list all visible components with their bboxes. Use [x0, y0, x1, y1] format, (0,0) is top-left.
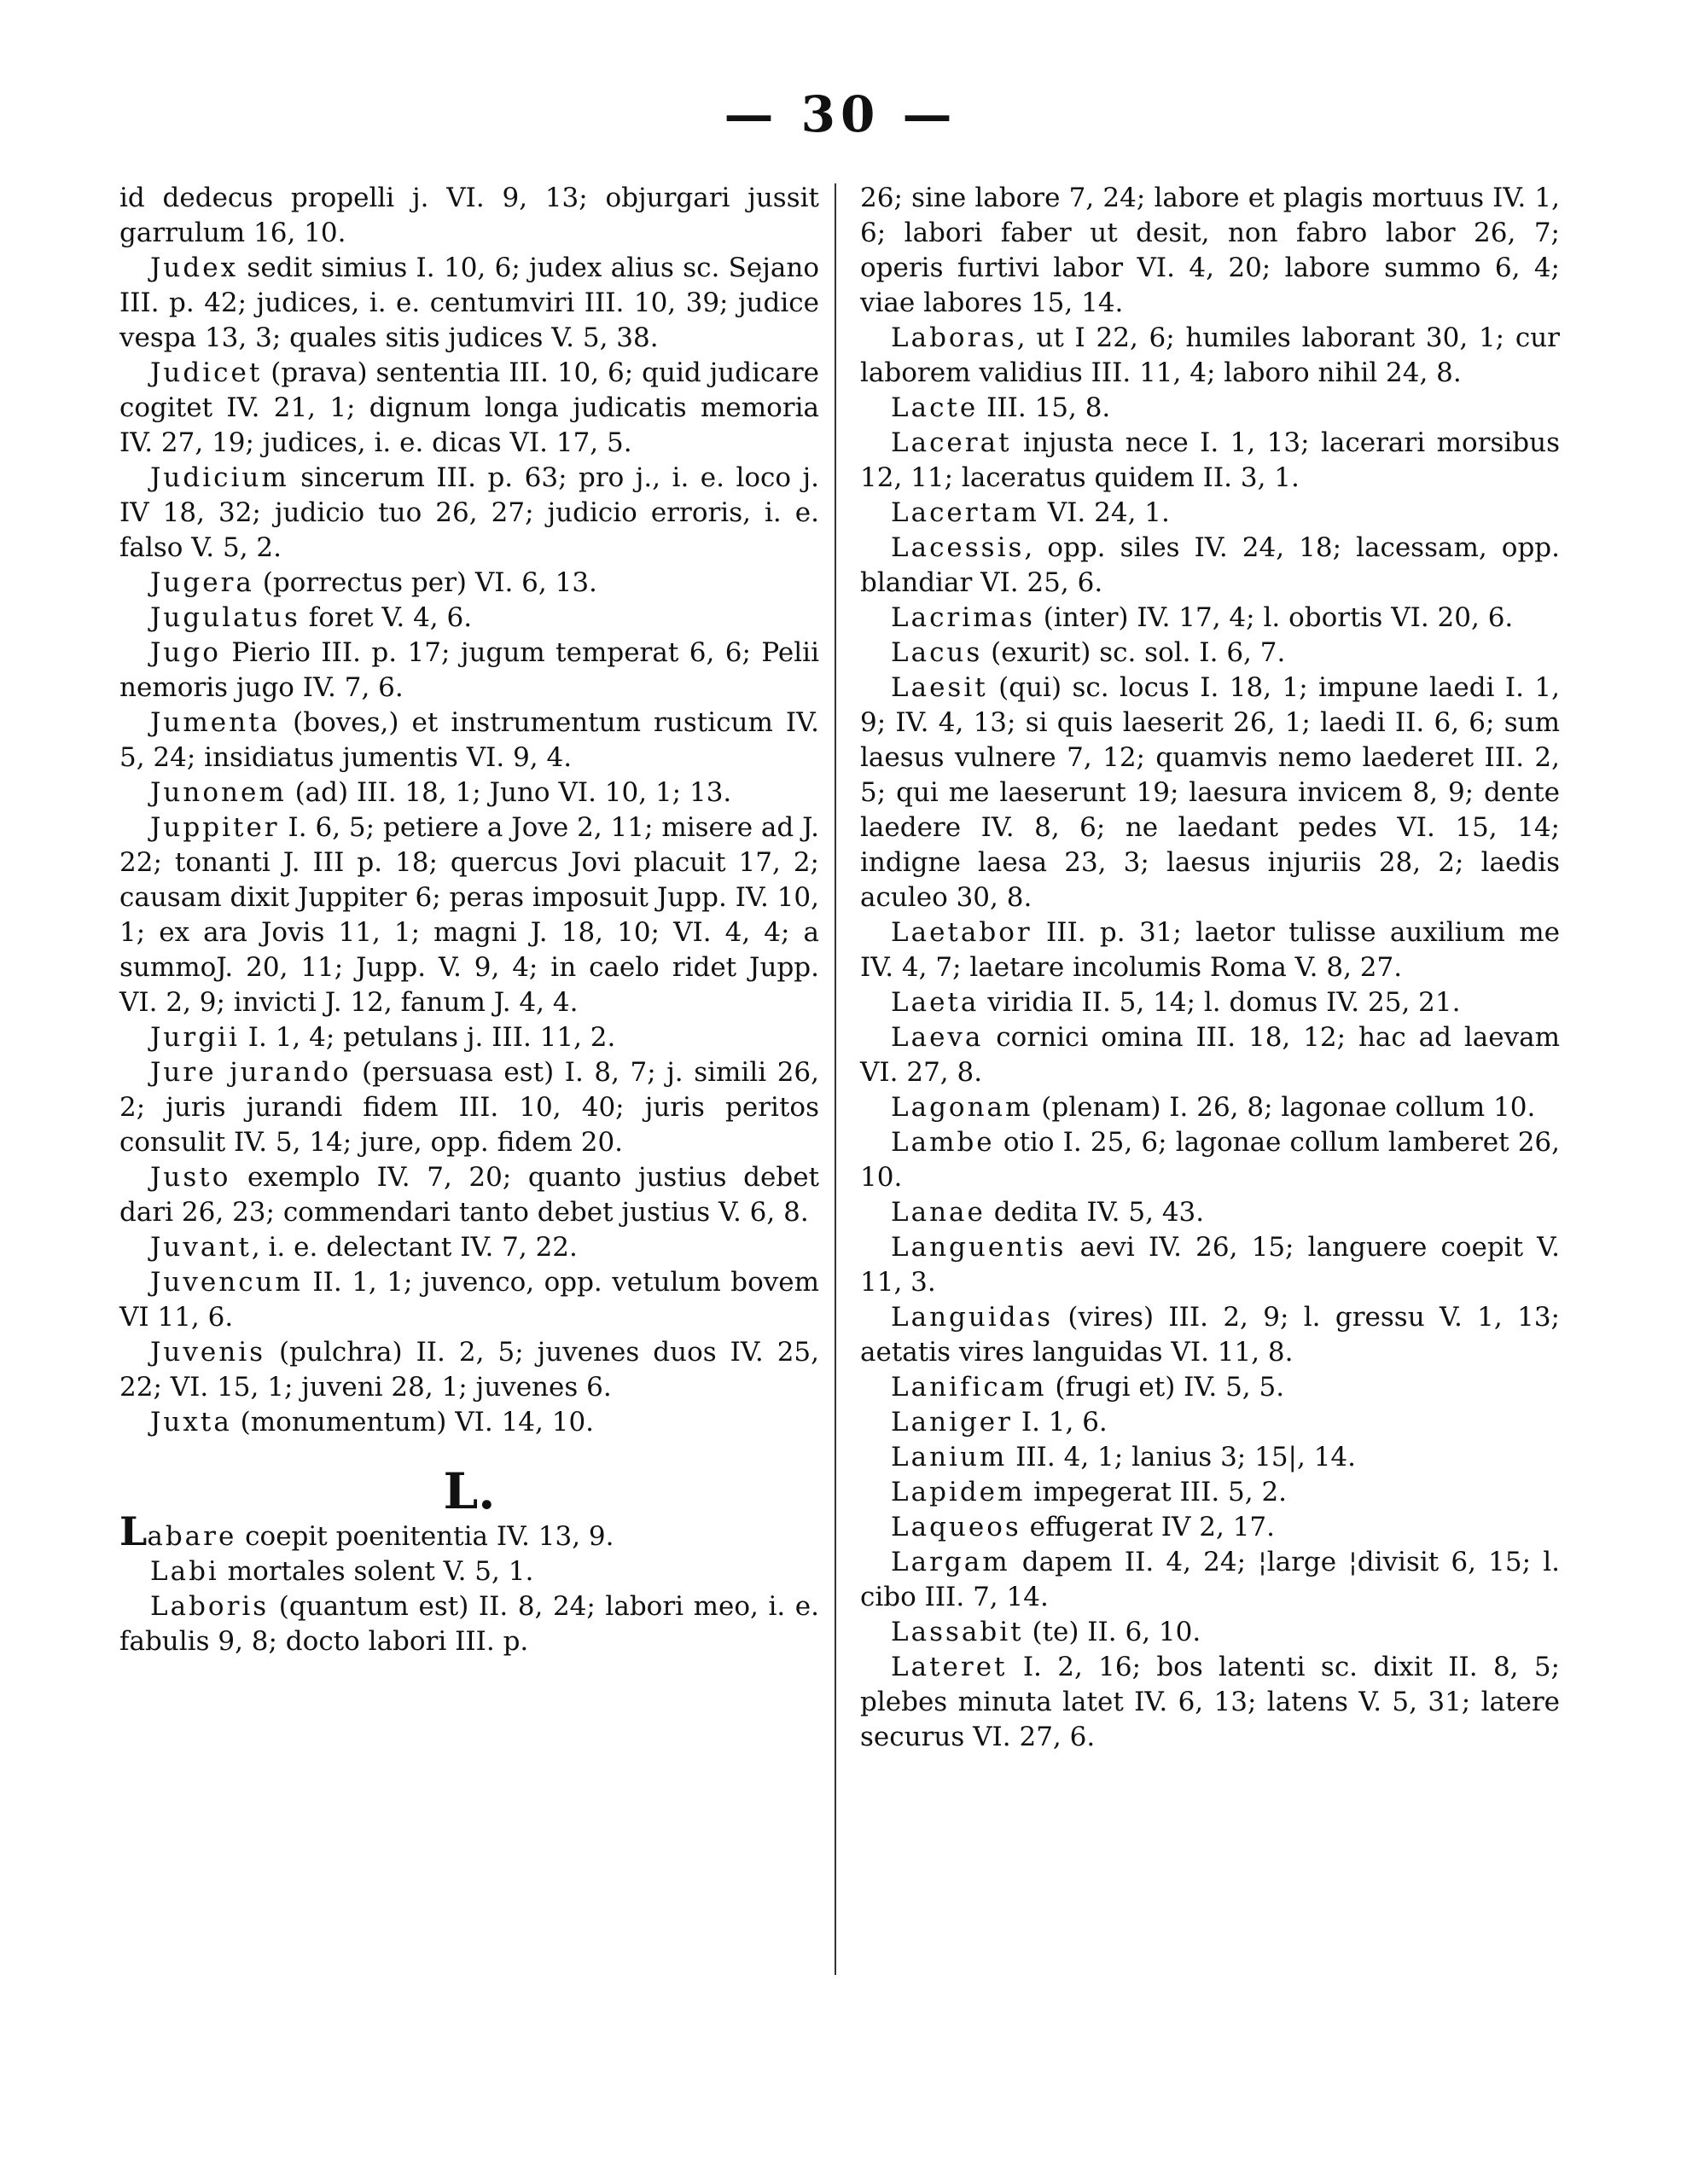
index-entry — [860, 1650, 1560, 1755]
entry-text: (monumentum) VI. 14, 10. — [231, 1407, 595, 1438]
index-entry — [860, 1195, 1560, 1230]
index-entry — [860, 1510, 1560, 1545]
index-entry — [119, 601, 819, 636]
entry-text: (boves,) et instrumentum rusticum IV. 5, 24; insidiatus jumentis VI. 9, 4. — [119, 707, 819, 773]
entry-text: injusta nece I. 1, 13; lacerari morsibus 12, 11; laceratus quidem II. 3, 1. — [860, 427, 1560, 493]
index-entry — [860, 426, 1560, 496]
index-entry — [860, 1405, 1560, 1440]
entry-headword: Juppiter — [150, 812, 280, 843]
index-entry — [119, 636, 819, 706]
entry-headword: Juvencum — [150, 1267, 303, 1298]
entry-text: I. 1, 6. — [1012, 1407, 1108, 1438]
entry-headword: Juvant — [150, 1232, 252, 1263]
index-entry — [860, 531, 1560, 601]
entry-text: sedit simius I. 10, 6; judex alius sc. Sejano III. p. 42; judices, i. e. centumviri III. 10, 39; judice vespa 13, 3; quales sitis judices V. 5, 38. — [119, 253, 819, 353]
entry-text: , opp. siles IV. 24, 18; lacessam, opp. blandiar VI. 25, 6. — [860, 532, 1560, 598]
entry-headword: Laeva — [891, 1022, 984, 1053]
entry-headword: Laesit — [891, 672, 988, 703]
entry-text: Pierio III. p. 17; jugum temperat 6, 6; Pelii nemoris jugo IV. 7, 6. — [119, 637, 819, 703]
index-entry — [860, 1440, 1560, 1475]
entry-text: (qui) sc. locus I. 18, 1; impune laedi I. 1, 9; IV. 4, 13; si quis laeserit 26, 1; laedi II. 6, 6; sum laesus vulnere 7, 12; quamvis nemo laederet III. 2, 5; qui me laeserunt 19; laesura invicem 8, 9; dente laedere IV. 8, 6; ne laedant pedes VI. 15, 14; indigne laesa 23, 3; laesus injuriis 28, 2; laedis aculeo 30, 8. — [860, 672, 1560, 913]
entry-headword: Judex — [150, 253, 239, 283]
index-entry — [860, 181, 1560, 321]
entry-headword: Junonem — [150, 777, 287, 808]
index-entry — [860, 1230, 1560, 1300]
entry-headword: Laeta — [891, 987, 980, 1018]
entry-text: (exurit) sc. sol. I. 6, 7. — [982, 637, 1286, 668]
entry-text: (porrectus per) VI. 6, 13. — [253, 567, 597, 598]
entry-text: VI. 24, 1. — [1038, 497, 1170, 528]
entry-headword: Lacessis — [891, 532, 1025, 563]
entry-text: aevi IV. 26, 15; languere coepit V. 11, 3. — [860, 1232, 1560, 1298]
entry-text: id dedecus propelli j. VI. 9, 13; objurgari jussit garrulum 16, 10. — [119, 183, 819, 248]
index-entry — [119, 1554, 819, 1589]
index-entry — [860, 636, 1560, 671]
entry-headword: Justo — [150, 1162, 231, 1193]
entry-text: sincerum III. p. 63; pro j., i. e. loco j. IV 18, 32; judicio tuo 26, 27; judicio erroris, i. e. falso V. 5, 2. — [119, 462, 819, 563]
entry-headword: Lacrimas — [891, 602, 1035, 633]
index-entry — [119, 461, 819, 566]
index-entry — [860, 1125, 1560, 1195]
entry-text: (persuasa est) I. 8, 7; j. simili 26, 2; juris jurandi fidem III. 10, 40; juris peritos consulit IV. 5, 14; jure, opp. fidem 20. — [119, 1057, 819, 1158]
entry-text: (plenam) I. 26, 8; lagonae collum 10. — [1032, 1092, 1536, 1123]
right-column — [860, 181, 1560, 1755]
index-entry — [119, 706, 819, 775]
entry-text: (te) II. 6, 10. — [1023, 1617, 1201, 1647]
entry-text: otio I. 25, 6; lagonae collum lamberet 26, 10. — [860, 1127, 1560, 1193]
index-entry — [860, 1300, 1560, 1370]
entry-headword: Languidas — [891, 1302, 1053, 1333]
entry-headword: Lagonam — [891, 1092, 1033, 1123]
entry-text: , i. e. delectant IV. 7, 22. — [251, 1232, 578, 1263]
entry-text: (quantum est) II. 8, 24; labori meo, i. e. fabulis 9, 8; docto labori III. p. — [119, 1591, 819, 1657]
entry-headword: Lambe — [891, 1127, 995, 1158]
section-letter: L. — [443, 1462, 496, 1520]
entry-headword: Labi — [150, 1556, 219, 1587]
index-entry — [119, 1230, 819, 1265]
entry-text: III. 15, 8. — [978, 392, 1111, 423]
entry-text: cornici omina III. 18, 12; hac ad laevam VI. 27, 8. — [860, 1022, 1560, 1088]
entry-text: I. 6, 5; petiere a Jove 2, 11; misere ad J. 22; tonanti J. III p. 18; quercus Jovi placuit 17, 2; causam dixit Juppiter 6; peras imposuit Jupp. IV. 10, 1; ex ara Jovis 11, 1; magni J. 18, 10; VI. 4, 4; a summoJ. 20, 11; Jupp. V. 9, 4; in caelo ridet Jupp. VI. 2, 9; invicti J. 12, fanum J. 4, 4. — [119, 812, 819, 1018]
index-entry — [119, 1265, 819, 1335]
entry-text: , ut I 22, 6; humiles laborant 30, 1; cur laborem validius III. 11, 4; laboro nihil 24, 8. — [860, 322, 1560, 388]
entry-text: effugerat IV 2, 17. — [1021, 1512, 1276, 1542]
index-entry — [119, 810, 819, 1020]
index-entry — [860, 601, 1560, 636]
entry-headword: Juxta — [150, 1407, 232, 1438]
entry-headword: Lacerat — [891, 427, 1012, 458]
entry-headword: Laetabor — [891, 917, 1032, 948]
index-entry — [119, 181, 819, 251]
index-entry — [860, 1370, 1560, 1405]
entry-headword: Judicet — [150, 357, 263, 388]
index-entry — [119, 1405, 819, 1440]
entry-text: (vires) III. 2, 9; l. gressu V. 1, 13; aetatis vires languidas VI. 11, 8. — [860, 1302, 1560, 1368]
index-entry — [119, 1020, 819, 1055]
index-entry — [860, 1090, 1560, 1125]
entry-headword: Jugulatus — [150, 602, 300, 633]
entry-headword: Lapidem — [891, 1477, 1026, 1507]
entry-headword: Jure jurando — [150, 1057, 352, 1088]
index-entry — [860, 985, 1560, 1020]
entry-headword: Jumenta — [150, 707, 281, 738]
entry-text: dedita IV. 5, 43. — [985, 1197, 1205, 1228]
entry-text: (pulchra) II. 2, 5; juvenes duos IV. 25, 22; VI. 15, 1; juveni 28, 1; juvenes 6. — [119, 1337, 819, 1403]
entry-text: dapem II. 4, 24; ¦large ¦divisit 6, 15; l. cibo III. 7, 14. — [860, 1547, 1560, 1612]
entry-headword: Lacus — [891, 637, 983, 668]
entry-text: exemplo IV. 7, 20; quanto justius debet dari 26, 23; commendari tanto debet justius V. 6, 8. — [119, 1162, 819, 1228]
index-entry — [119, 1160, 819, 1230]
index-entry — [860, 671, 1560, 915]
index-entry — [860, 1615, 1560, 1650]
entry-text: (inter) IV. 17, 4; l. obortis VI. 20, 6. — [1034, 602, 1514, 633]
entry-headword: Juvenis — [150, 1337, 266, 1368]
left-column — [119, 181, 819, 1659]
entry-text: (ad) III. 18, 1; Juno VI. 10, 1; 13. — [286, 777, 732, 808]
entry-headword: Laqueos — [891, 1512, 1021, 1542]
entry-headword: abare — [147, 1521, 237, 1552]
entry-headword: Lanium — [891, 1442, 1008, 1472]
index-entry — [860, 496, 1560, 531]
entry-text: I. 2, 16; bos latenti sc. dixit II. 8, 5; plebes minuta latet IV. 6, 13; latens V. 5, 31; latere securus VI. 27, 6. — [860, 1652, 1560, 1752]
entry-text: I. 1, 4; petulans j. III. 11, 2. — [239, 1022, 616, 1053]
entry-headword: Laniger — [891, 1407, 1013, 1438]
column-divider — [835, 183, 836, 1975]
entry-headword: Jugo — [150, 637, 221, 668]
entry-headword: Largam — [891, 1547, 1010, 1577]
index-entry — [119, 1508, 819, 1554]
entry-text: III. 4, 1; lanius 3; 15|, 14. — [1007, 1442, 1356, 1472]
entry-headword: Lacertam — [891, 497, 1039, 528]
entry-headword: Lassabit — [891, 1617, 1024, 1647]
drop-cap: L — [119, 1508, 148, 1554]
entry-headword: Laboras — [891, 322, 1017, 353]
entry-text: foret V. 4, 6. — [300, 602, 473, 633]
entry-text: (prava) sententia III. 10, 6; quid judicare cogitet IV. 21, 1; dignum longa judicatis memoria IV. 27, 19; judices, i. e. dicas VI. 17, 5. — [119, 357, 819, 458]
index-entry — [119, 1055, 819, 1160]
entry-text: 26; sine labore 7, 24; labore et plagis mortuus IV. 1, 6; labori faber ut desit, non fabro labor 26, 7; operis furtivi labor VI. 4, 20; labore summo 6, 4; viae labores 15, 14. — [860, 183, 1560, 318]
entry-headword: Laboris — [150, 1591, 270, 1622]
entry-text: viridia II. 5, 14; l. domus IV. 25, 21. — [979, 987, 1461, 1018]
entry-headword: Jurgii — [150, 1022, 240, 1053]
entry-text: coepit poenitentia IV. 13, 9. — [236, 1521, 614, 1552]
index-entry — [119, 356, 819, 461]
index-entry — [860, 1475, 1560, 1510]
entry-headword: Lacte — [891, 392, 979, 423]
entry-headword: Lanificam — [891, 1372, 1047, 1403]
entry-headword: Languentis — [891, 1232, 1067, 1263]
index-entry — [119, 251, 819, 356]
index-entry — [119, 1589, 819, 1659]
index-entry — [860, 1020, 1560, 1090]
entry-headword: Judicium — [150, 462, 289, 493]
entry-headword: Jugera — [150, 567, 254, 598]
index-entry — [119, 566, 819, 601]
entry-text: III. p. 31; laetor tulisse auxilium me IV. 4, 7; laetare incolumis Roma V. 8, 27. — [860, 917, 1560, 983]
entry-headword: Lateret — [891, 1652, 1008, 1682]
entry-text: mortales solent V. 5, 1. — [218, 1556, 534, 1587]
entry-text: impegerat III. 5, 2. — [1025, 1477, 1288, 1507]
index-entry — [860, 915, 1560, 985]
index-entry — [860, 391, 1560, 426]
index-entry — [119, 1335, 819, 1405]
entry-text: II. 1, 1; juvenco, opp. vetulum bovem VI 11, 6. — [119, 1267, 819, 1333]
index-entry — [860, 1545, 1560, 1615]
page-number: — 30 — — [724, 85, 957, 143]
index-entry — [119, 775, 819, 810]
entry-text: (frugi et) IV. 5, 5. — [1046, 1372, 1285, 1403]
index-entry — [860, 321, 1560, 391]
entry-headword: Lanae — [891, 1197, 986, 1228]
